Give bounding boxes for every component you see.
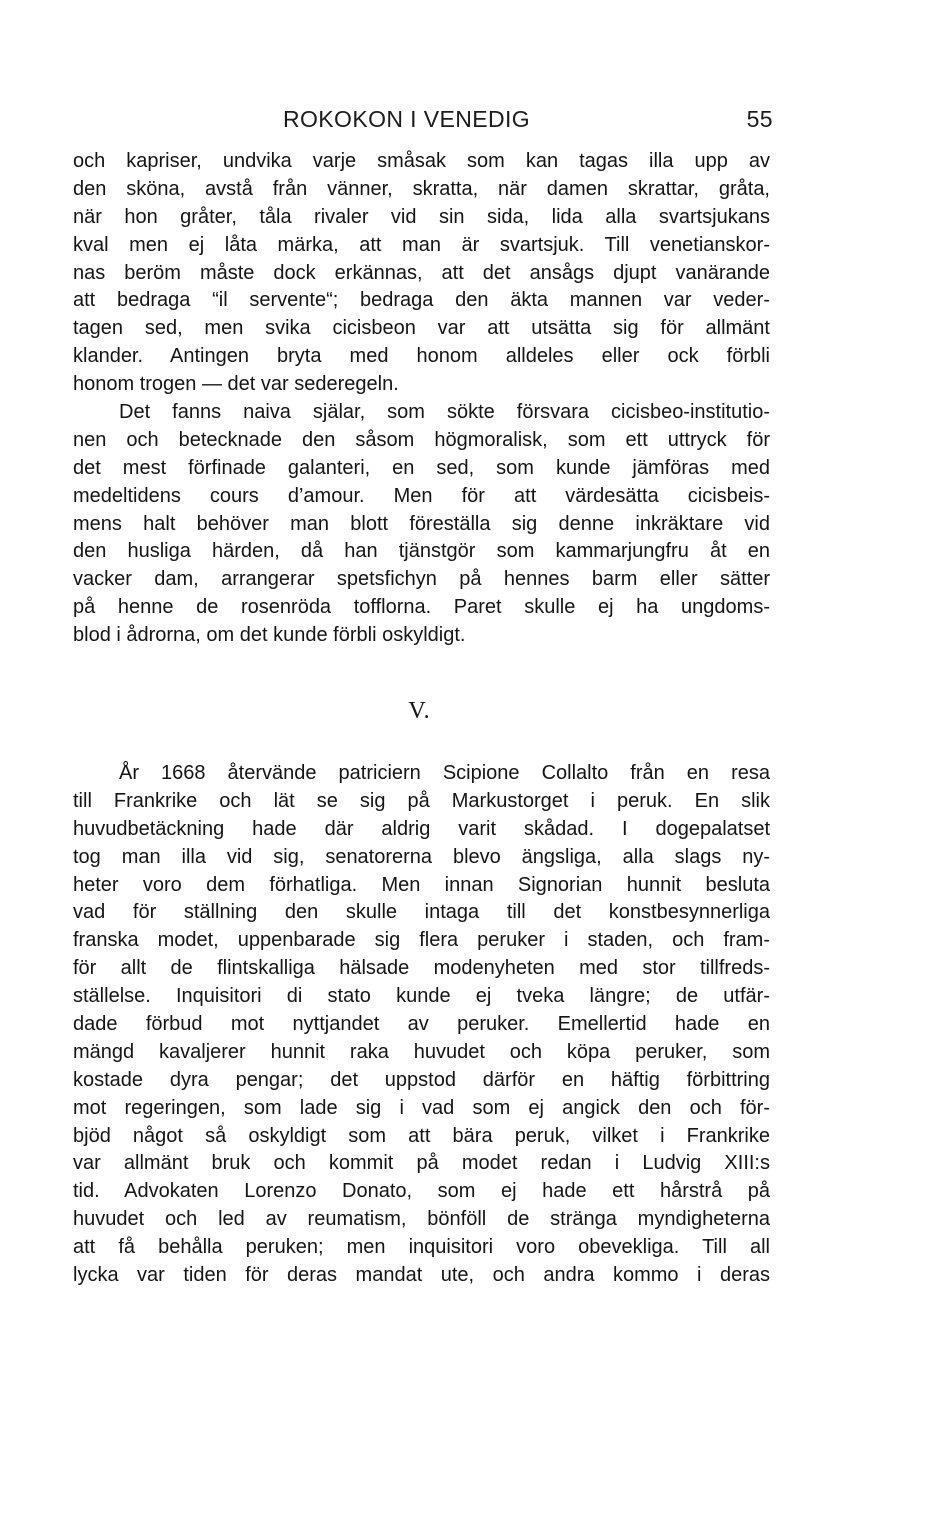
text-line: tagen sed, men svika cicisbeon var att utsätta sig för allmänt (73, 317, 770, 340)
text-line: huvudet och led av reumatism, bönföll de stränga myndigheterna (73, 1208, 770, 1231)
paragraph-last-line: blod i ådrorna, om det kunde förbli oskyldigt. (73, 624, 466, 647)
text-line: nen och betecknade den såsom högmoralisk, som ett uttryck för (73, 428, 770, 451)
text-line: till Frankrike och lät se sig på Markustorget i peruk. En slik (73, 789, 770, 812)
text-line: på henne de rosenröda tofflorna. Paret skulle ej ha ungdoms- (73, 596, 770, 619)
text-line: nas beröm måste dock erkännas, att det ansågs djupt vanärande (73, 261, 770, 284)
text-line: när hon gråter, tåla rivaler vid sin sida, lida alla svartsjukans (73, 205, 770, 228)
text-line: bjöd något så oskyldigt som att bära peruk, vilket i Frankrike (73, 1124, 770, 1147)
text-line: att få behålla peruken; men inquisitori voro obevekliga. Till all (73, 1236, 770, 1259)
paragraph-first-line: År 1668 återvände patriciern Scipione Collalto från en resa (119, 762, 770, 784)
text-line: kostade dyra pengar; det uppstod därför en häftig förbittring (73, 1068, 770, 1091)
text-line: tog man illa vid sig, senatorerna blevo ängsliga, alla slags ny- (73, 845, 770, 868)
body-text-block (73, 148, 770, 650)
text-line: att bedraga “il servente“; bedraga den äkta mannen var veder- (73, 289, 770, 312)
body-text-block (73, 760, 770, 1290)
text-line: vad för ställning den skulle intaga till det konstbesynnerliga (73, 901, 770, 924)
paragraph-first-line: Det fanns naiva själar, som sökte försvara cicisbeo-institutio- (119, 401, 770, 424)
text-line: det mest förfinade galanteri, en sed, som kunde jämföras med (73, 456, 770, 479)
text-line: mens halt behöver man blott föreställa sig denne inkräktare vid (73, 512, 770, 535)
text-line: huvudbetäckning hade där aldrig varit skådad. I dogepalatset (73, 817, 770, 840)
section-heading: V. (408, 698, 431, 724)
text-line: tid. Advokaten Lorenzo Donato, som ej hade ett hårstrå på (73, 1180, 770, 1203)
text-line: medeltidens cours d’amour. Men för att värdesätta cicisbeis- (73, 484, 770, 507)
text-line: heter voro dem förhatliga. Men innan Signorian hunnit besluta (73, 873, 770, 896)
text-line: lycka var tiden för deras mandat ute, och andra kommo i deras (73, 1264, 770, 1287)
text-line: ställelse. Inquisitori di stato kunde ej tveka längre; de utfär- (73, 985, 770, 1008)
page-number: 55 (746, 106, 773, 132)
text-line: dade förbud mot nyttjandet av peruker. Emellertid hade en (73, 1013, 770, 1036)
text-line: var allmänt bruk och kommit på modet redan i Ludvig XIII:s (73, 1152, 770, 1175)
text-line: mängd kavaljerer hunnit raka huvudet och köpa peruker, som (73, 1040, 770, 1063)
paragraph-last-line: honom trogen — det var sederegeln. (73, 373, 399, 396)
text-line: den husliga härden, då han tjänstgör som kammarjungfru åt en (73, 540, 770, 563)
text-line: kval men ej låta märka, att man är svartsjuk. Till venetianskor- (73, 233, 770, 256)
text-line: vacker dam, arrangerar spetsfichyn på hennes barm eller sätter (73, 568, 770, 591)
text-line: franska modet, uppenbarade sig flera peruker i staden, och fram- (73, 929, 770, 952)
text-line: och kapriser, undvika varje småsak som kan tagas illa upp av (73, 150, 770, 172)
running-header (73, 102, 773, 138)
text-line: den sköna, avstå från vänner, skratta, när damen skrattar, gråta, (73, 177, 770, 200)
text-line: mot regeringen, som lade sig i vad som ej angick den och för- (73, 1096, 770, 1119)
text-line: klander. Antingen bryta med honom alldeles eller ock förbli (73, 345, 770, 368)
text-line: för allt de flintskalliga hälsade modenyheten med stor tillfreds- (73, 957, 770, 980)
running-title: ROKOKON I VENEDIG (283, 106, 531, 132)
